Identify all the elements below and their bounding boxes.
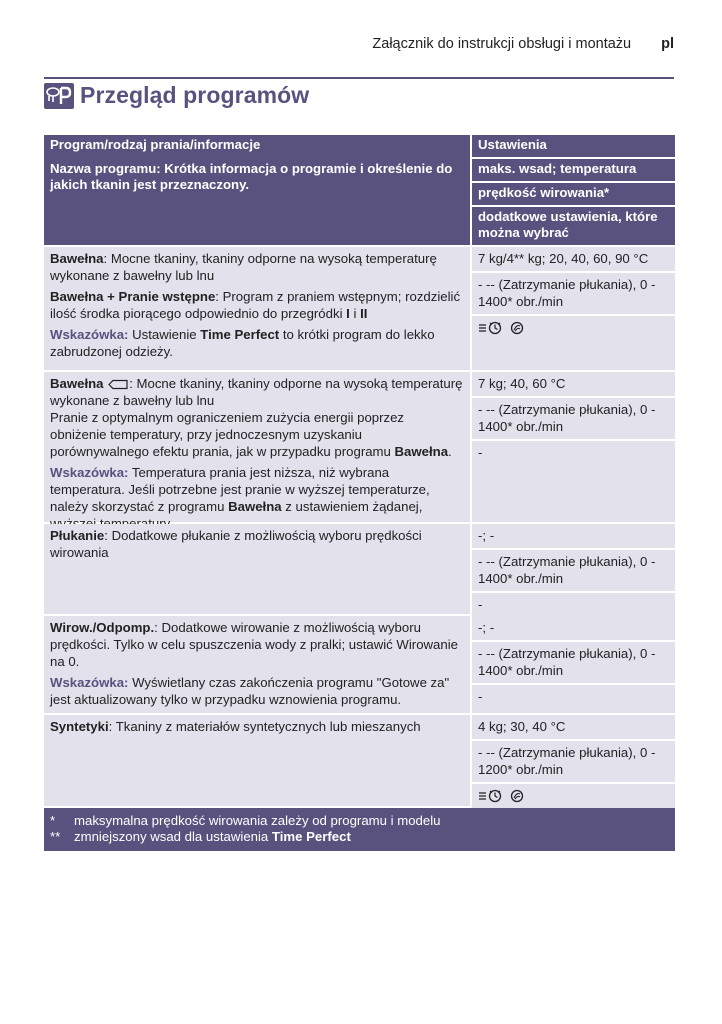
punctuation: .	[448, 444, 452, 459]
title-rule	[44, 77, 674, 79]
speed-icon	[510, 789, 524, 803]
extras-cell: -	[470, 683, 675, 713]
speed-icon	[510, 321, 524, 335]
table-row	[44, 370, 675, 522]
load-temp-cell: 7 kg; 40, 60 °C	[470, 372, 675, 396]
note-bold: Time Perfect	[200, 327, 280, 342]
program-name: Bawełna + Pranie wstępne	[50, 289, 216, 304]
load-temp-cell: -; -	[470, 616, 675, 640]
note-label: Wskazówka:	[50, 327, 129, 342]
table-footnotes	[44, 806, 675, 851]
program-overview-icon	[44, 83, 74, 109]
footnote-marker: **	[50, 829, 61, 844]
footnote-text: zmniejszony wsad dla ustawienia	[74, 829, 272, 844]
note-text: to krótki program do lekko zabrudzonej odzieży.	[50, 327, 435, 359]
note-text: Wyświetlany czas zakończenia programu "Gotowe za" jest aktualizowany tylko w przypadku wznowienia programu.	[50, 675, 450, 707]
footnote-bold: Time Perfect	[271, 829, 351, 844]
section-title: Przegląd programów	[80, 82, 310, 108]
header-program-description: Nazwa programu: Krótka informacja o programie i określenie do jakich tkanin jest przeznaczony.	[50, 161, 453, 192]
table-header	[44, 135, 675, 245]
spin-cell: - -- (Zatrzymanie płukania), 0 - 1400* obr./min	[470, 548, 675, 591]
running-header	[372, 36, 674, 52]
spin-cell: - -- (Zatrzymanie płukania), 0 - 1400* obr./min	[470, 640, 675, 683]
program-name: Wirow./Odpomp.	[50, 620, 155, 635]
spin-cell: - -- (Zatrzymanie płukania), 0 - 1200* obr./min	[470, 739, 675, 782]
spin-cell: - -- (Zatrzymanie płukania), 0 - 1400* obr./min	[470, 271, 675, 314]
language-code: pl	[661, 36, 674, 52]
running-header-title: Załącznik do instrukcji obsługi i montażu	[372, 36, 632, 52]
compartment-label: II	[360, 306, 368, 321]
load-temp-cell: 7 kg/4** kg; 20, 40, 60, 90 °C	[470, 247, 675, 271]
program-description: : Tkaniny z materiałów syntetycznych lub mieszanych	[108, 719, 421, 734]
program-name: Bawełna	[50, 376, 104, 391]
note-bold: Bawełna	[228, 499, 282, 514]
program-description: : Mocne tkaniny, tkaniny odporne na wysoką temperaturę wykonane z bawełny lub lnu	[50, 376, 463, 408]
load-temp-cell: -; -	[470, 524, 675, 548]
time-perfect-icon	[478, 321, 504, 335]
program-name: Płukanie	[50, 528, 105, 543]
conjunction: i	[349, 306, 361, 321]
extras-cell: -	[470, 591, 675, 617]
program-table	[44, 135, 675, 851]
extras-cell	[470, 782, 675, 808]
time-perfect-icon	[478, 789, 504, 803]
note-text: Temperatura prania jest niższa, niż wybrana temperatura. Jeśli potrzebne jest pranie w wyższej temperaturze, należy skorzystać z programu	[50, 465, 430, 514]
program-description: : Dodatkowe płukanie z możliwością wyboru prędkości wirowania	[50, 528, 422, 560]
extras-cell: -	[470, 439, 675, 522]
program-name: Syntetyki	[50, 719, 109, 734]
header-program-label: Program/rodzaj prania/informacje	[50, 137, 261, 152]
program-reference: Bawełna	[394, 444, 449, 459]
program-description: : Dodatkowe wirowanie z możliwością wyboru prędkości. Tylko w celu spuszczenia wody z pralki; ustawić Wirowanie na 0.	[50, 620, 458, 669]
program-name: Bawełna	[50, 251, 104, 266]
note-text: Ustawienie	[128, 327, 201, 342]
header-extra-settings: dodatkowe ustawienia, które można wybrać	[470, 205, 675, 245]
table-row	[44, 614, 675, 713]
header-spin-speed: prędkość wirowania*	[470, 181, 675, 205]
section-heading	[44, 82, 309, 109]
note-label: Wskazówka:	[50, 675, 129, 690]
table-row	[44, 713, 675, 806]
table-row	[44, 522, 675, 614]
program-description: Pranie z optymalnym ograniczeniem zużycia energii poprzez obniżenie temperatury, przy jednoczesnym uzyskaniu porównywalnego efektu prania, jak w przypadku programu	[50, 410, 405, 459]
table-row	[44, 245, 675, 370]
load-temp-cell: 4 kg; 30, 40 °C	[470, 715, 675, 739]
eco-icon	[107, 379, 129, 390]
footnote-marker: *	[50, 813, 56, 828]
header-settings-label: Ustawienia	[470, 135, 675, 157]
program-description: : Mocne tkaniny, tkaniny odporne na wysoką temperaturę wykonane z bawełny lub lnu	[50, 251, 437, 283]
program-description: : Program z praniem wstępnym; rozdzielić ilość środka piorącego odpowiednio do przegródki	[50, 289, 461, 321]
note-label: Wskazówka:	[50, 465, 129, 480]
spin-cell: - -- (Zatrzymanie płukania), 0 - 1400* obr./min	[470, 396, 675, 439]
note-text: z ustawieniem żądanej,	[285, 499, 423, 514]
extras-cell	[470, 314, 675, 370]
header-load-temp: maks. wsad; temperatura	[470, 157, 675, 181]
compartment-label: I	[346, 306, 350, 321]
footnote-text: maksymalna prędkość wirowania zależy od programu i modelu	[74, 813, 441, 828]
